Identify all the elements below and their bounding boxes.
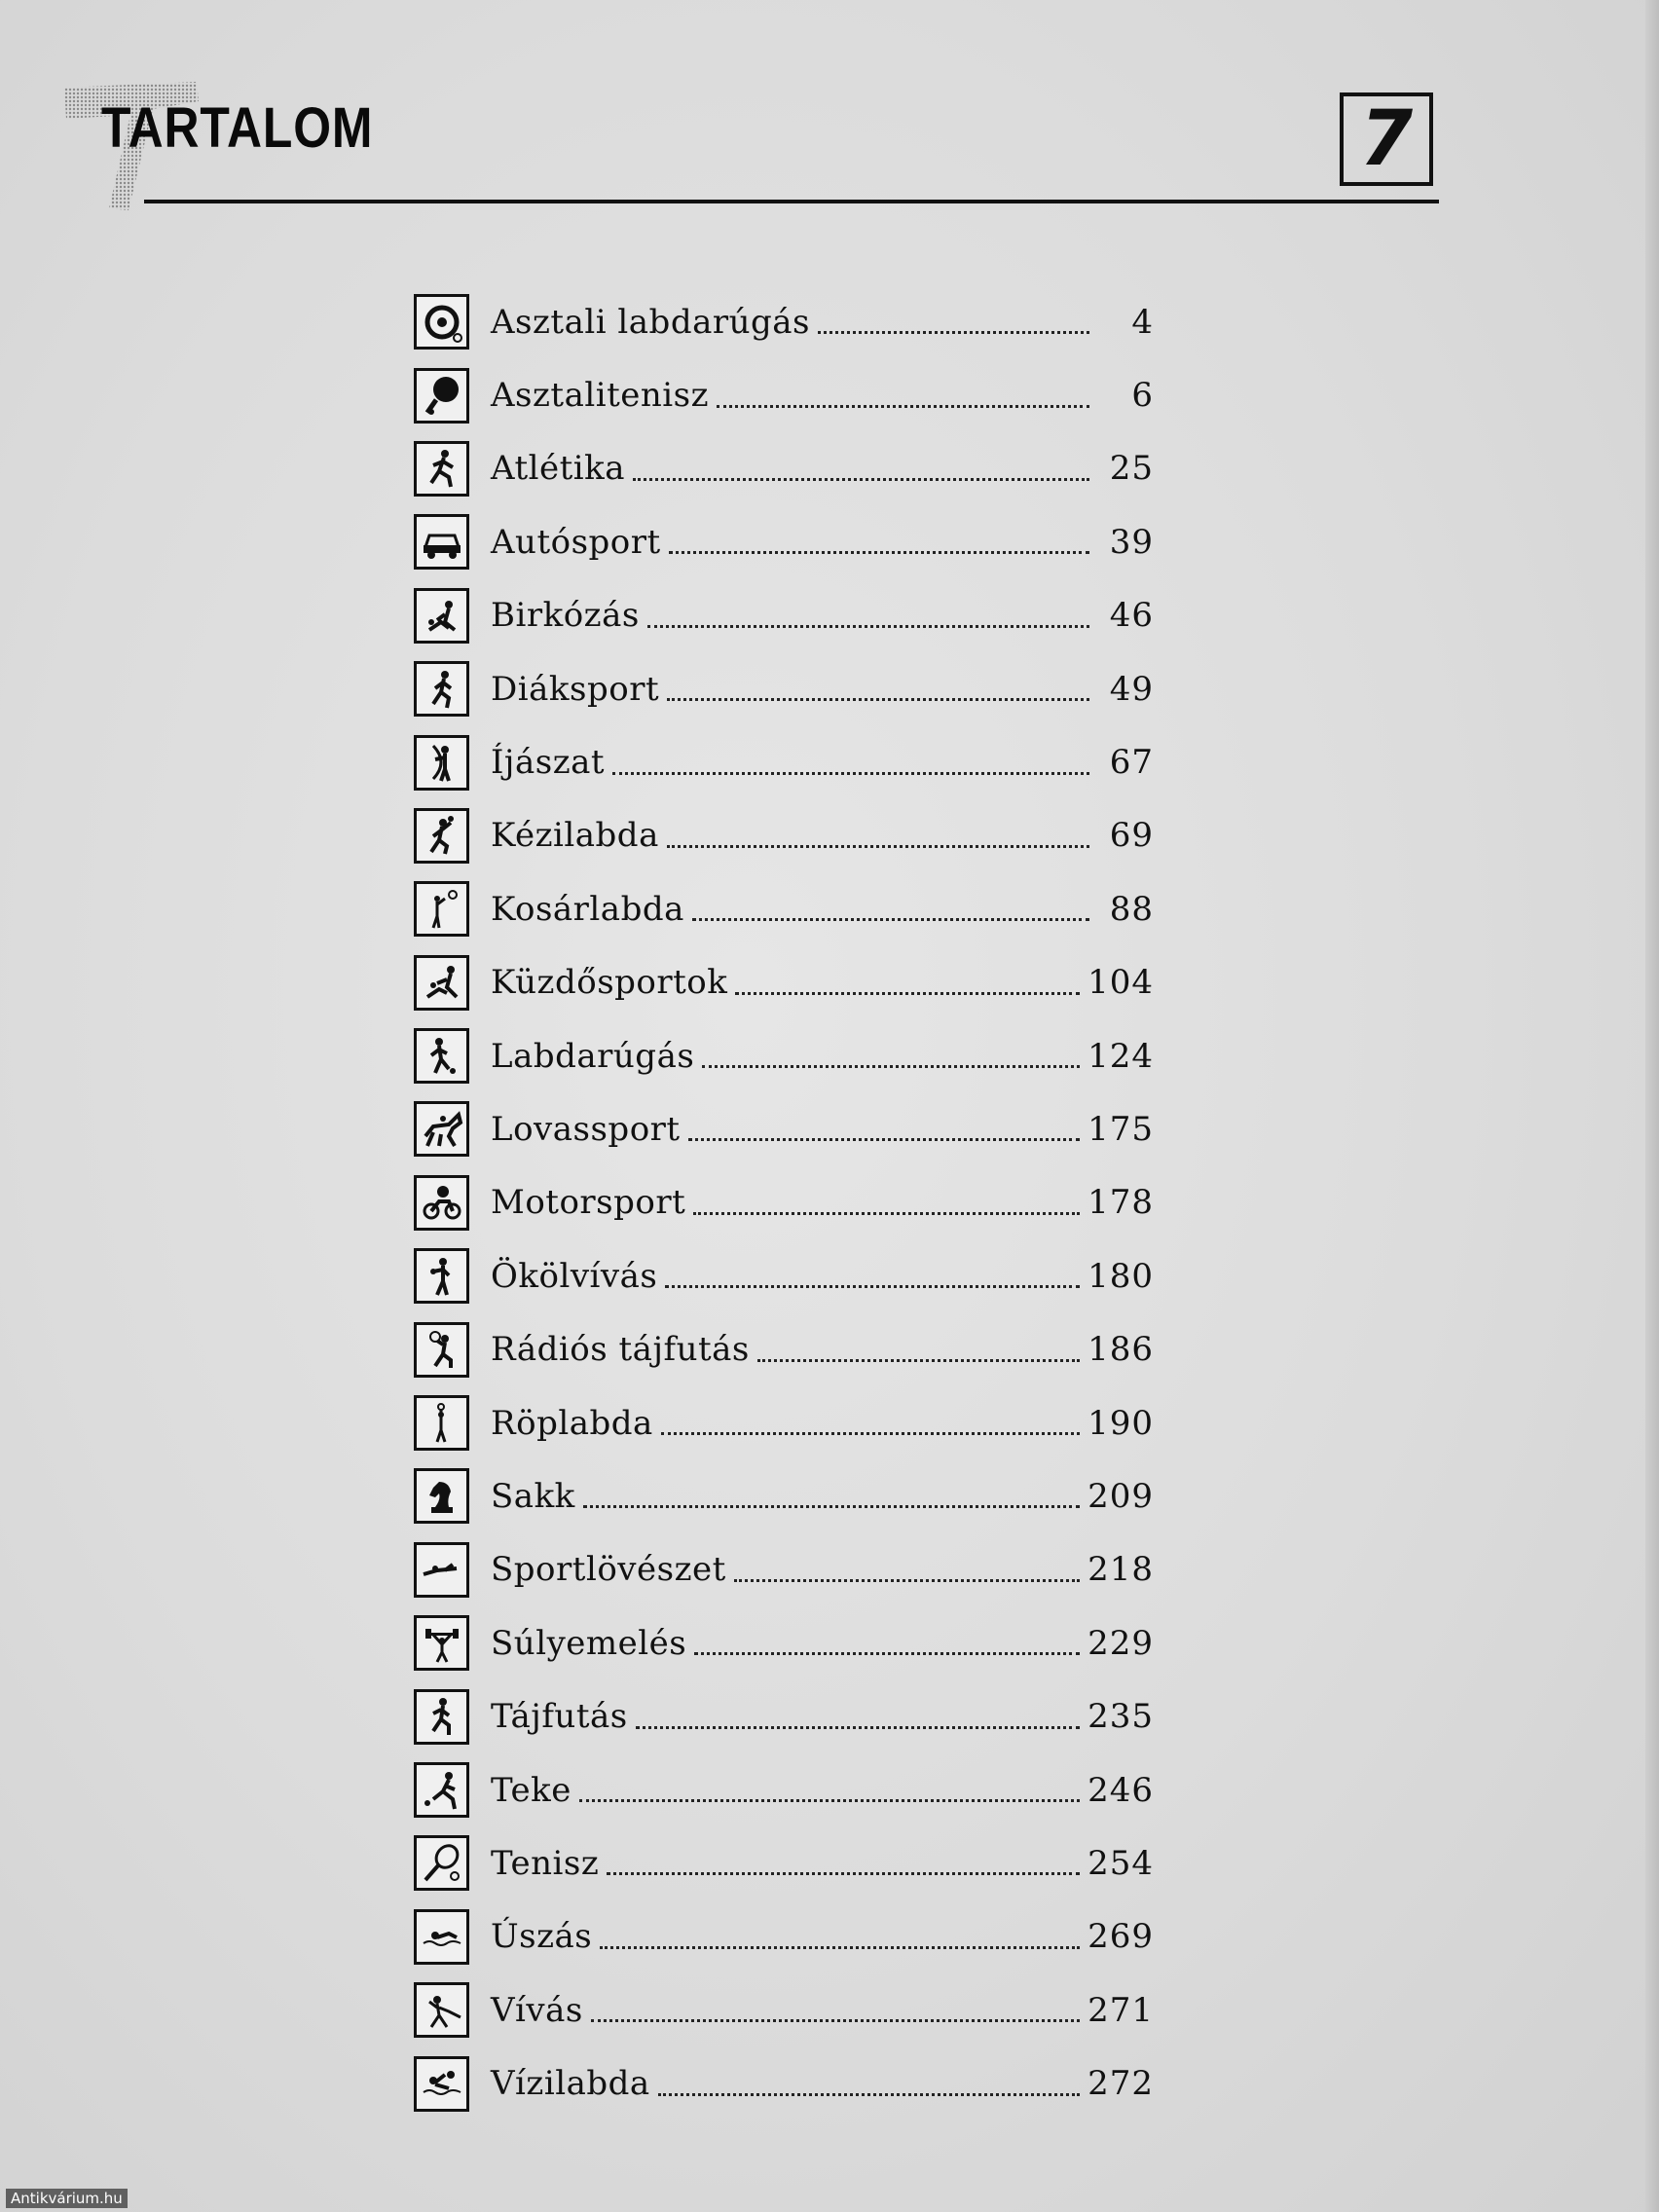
toc-entry[interactable]	[414, 1459, 1154, 1532]
dot-leader	[579, 1778, 1080, 1802]
toc-entry-title: Íjászat	[491, 743, 606, 783]
toc-entry-page-number: 69	[1109, 816, 1154, 856]
toc-entry-page-number: 49	[1109, 669, 1154, 709]
toc-entry[interactable]	[414, 1386, 1154, 1459]
header-rule	[144, 200, 1439, 203]
toc-entry-title: Lovassport	[491, 1109, 681, 1149]
equestrian-icon	[414, 1101, 469, 1157]
dot-leader	[693, 1191, 1080, 1215]
toc-entry-title: Autósport	[491, 522, 661, 562]
dot-leader	[717, 384, 1089, 408]
dot-leader	[665, 1264, 1080, 1288]
dot-leader	[661, 1411, 1080, 1435]
toc-entry-title: Rádiós tájfutás	[491, 1330, 750, 1370]
dot-leader	[702, 1044, 1080, 1068]
dot-leader	[612, 751, 1089, 775]
toc-entry-page-number: 235	[1088, 1697, 1154, 1737]
toc-entry-title: Röplabda	[491, 1403, 653, 1443]
toc-entry-page-number: 190	[1088, 1403, 1154, 1443]
toc-entry[interactable]	[414, 1753, 1154, 1826]
radio-orienteering-icon	[414, 1322, 469, 1378]
toc-entry-page-number: 272	[1088, 2064, 1154, 2104]
toc-entry[interactable]	[414, 1239, 1154, 1312]
toc-entry-title: Ökölvívás	[491, 1256, 658, 1296]
toc-entry-title: Atlétika	[491, 449, 626, 489]
toc-entry[interactable]	[414, 1973, 1154, 2046]
toc-entry-title: Asztalitenisz	[491, 376, 710, 416]
archery-icon	[414, 735, 469, 791]
toc-entry-title: Tájfutás	[491, 1697, 628, 1737]
athletics-icon	[414, 441, 469, 497]
toc-entry-page-number: 178	[1088, 1183, 1154, 1223]
toc-entry[interactable]	[414, 505, 1154, 578]
toc-entry-title: Vívás	[491, 1990, 583, 2030]
tennis-icon	[414, 1835, 469, 1891]
toc-entry[interactable]	[414, 652, 1154, 725]
page-edge	[1645, 0, 1659, 2212]
toc-entry-page-number: 124	[1088, 1036, 1154, 1076]
toc-entry-title: Úszás	[491, 1917, 593, 1957]
toc-entry-title: Diáksport	[491, 669, 660, 709]
wrestling-icon	[414, 588, 469, 644]
football-icon	[414, 1028, 469, 1084]
dot-leader	[735, 971, 1080, 995]
toc-entry-page-number: 271	[1088, 1990, 1154, 2030]
dot-leader	[633, 457, 1089, 481]
dot-leader	[667, 677, 1089, 701]
toc-entry-page-number: 186	[1088, 1330, 1154, 1370]
weightlifting-icon	[414, 1615, 469, 1671]
bowling-icon	[414, 1762, 469, 1818]
toc-entry[interactable]	[414, 579, 1154, 652]
dot-leader	[734, 1558, 1080, 1582]
toc-entry[interactable]	[414, 1900, 1154, 1973]
toc-entry-title: Kosárlabda	[491, 889, 684, 929]
dot-leader	[647, 604, 1089, 628]
toc-entry[interactable]	[414, 1606, 1154, 1679]
chapter-number: 7	[1359, 95, 1414, 183]
toc-entry-page-number: 25	[1109, 449, 1154, 489]
chapter-number-box	[1340, 92, 1433, 186]
toc-entry-title: Súlyemelés	[491, 1623, 687, 1663]
dot-leader	[818, 310, 1089, 334]
toc-entry[interactable]	[414, 1679, 1154, 1752]
toc-entry[interactable]	[414, 1019, 1154, 1092]
water-polo-icon	[414, 2056, 469, 2112]
dot-leader	[694, 1631, 1080, 1655]
basketball-icon	[414, 881, 469, 937]
swimming-icon	[414, 1909, 469, 1965]
dot-leader	[667, 824, 1089, 848]
handball-icon	[414, 808, 469, 864]
car-icon	[414, 514, 469, 570]
toc-entry-title: Kézilabda	[491, 816, 659, 856]
toc-entry[interactable]	[414, 1826, 1154, 1899]
dot-leader	[591, 1998, 1080, 2022]
volleyball-icon	[414, 1395, 469, 1451]
orienteering-icon	[414, 1689, 469, 1745]
table-of-contents	[414, 285, 1154, 2120]
dot-leader	[636, 1705, 1080, 1729]
page-title: TARTALOM	[101, 96, 374, 160]
toc-entry[interactable]	[414, 1533, 1154, 1606]
dot-leader	[757, 1338, 1080, 1362]
martial-arts-icon	[414, 955, 469, 1011]
toc-entry[interactable]	[414, 1092, 1154, 1165]
toc-entry-title: Küzdősportok	[491, 963, 728, 1003]
boxing-icon	[414, 1248, 469, 1304]
toc-entry-page-number: 39	[1109, 522, 1154, 562]
toc-entry-title: Sportlövészet	[491, 1550, 726, 1590]
table-tennis-icon	[414, 368, 469, 424]
toc-entry[interactable]	[414, 358, 1154, 431]
toc-entry[interactable]	[414, 1312, 1154, 1385]
toc-entry-page-number: 218	[1088, 1550, 1154, 1590]
dot-leader	[583, 1484, 1080, 1508]
toc-entry[interactable]	[414, 946, 1154, 1019]
chess-knight-icon	[414, 1468, 469, 1524]
toc-entry-page-number: 104	[1088, 963, 1154, 1003]
toc-entry-page-number: 88	[1109, 889, 1154, 929]
toc-entry-page-number: 4	[1131, 302, 1154, 342]
dot-leader	[600, 1925, 1080, 1949]
toc-entry-title: Teke	[491, 1770, 571, 1810]
toc-entry[interactable]	[414, 799, 1154, 872]
toc-entry-title: Birkózás	[491, 596, 640, 636]
dot-leader	[658, 2072, 1080, 2096]
table-football-icon	[414, 294, 469, 350]
watermark: Antikvárium.hu	[6, 2189, 128, 2208]
toc-entry-title: Labdarúgás	[491, 1036, 695, 1076]
toc-entry[interactable]	[414, 285, 1154, 358]
dot-leader	[669, 530, 1089, 554]
toc-entry-page-number: 246	[1088, 1770, 1154, 1810]
toc-entry[interactable]	[414, 872, 1154, 945]
toc-entry-page-number: 229	[1088, 1623, 1154, 1663]
toc-entry[interactable]	[414, 2046, 1154, 2120]
runner-icon	[414, 661, 469, 717]
toc-entry-page-number: 67	[1109, 743, 1154, 783]
fencing-icon	[414, 1982, 469, 2038]
toc-entry-page-number: 180	[1088, 1256, 1154, 1296]
toc-entry-page-number: 254	[1088, 1843, 1154, 1883]
shooting-icon	[414, 1542, 469, 1598]
toc-entry-title: Motorsport	[491, 1183, 686, 1223]
toc-entry[interactable]	[414, 1166, 1154, 1239]
toc-entry-title: Asztali labdarúgás	[491, 302, 810, 342]
toc-entry-page-number: 269	[1088, 1917, 1154, 1957]
toc-entry-page-number: 209	[1088, 1476, 1154, 1516]
toc-entry-title: Tenisz	[491, 1843, 600, 1883]
motorcycle-icon	[414, 1175, 469, 1231]
toc-entry-page-number: 6	[1131, 376, 1154, 416]
toc-entry-title: Vízilabda	[491, 2064, 650, 2104]
toc-entry-title: Sakk	[491, 1476, 575, 1516]
toc-entry[interactable]	[414, 725, 1154, 798]
dot-leader	[688, 1117, 1081, 1141]
dot-leader	[607, 1851, 1080, 1875]
toc-entry[interactable]	[414, 432, 1154, 505]
dot-leader	[692, 897, 1089, 921]
toc-entry-page-number: 46	[1109, 596, 1154, 636]
toc-entry-page-number: 175	[1088, 1109, 1154, 1149]
